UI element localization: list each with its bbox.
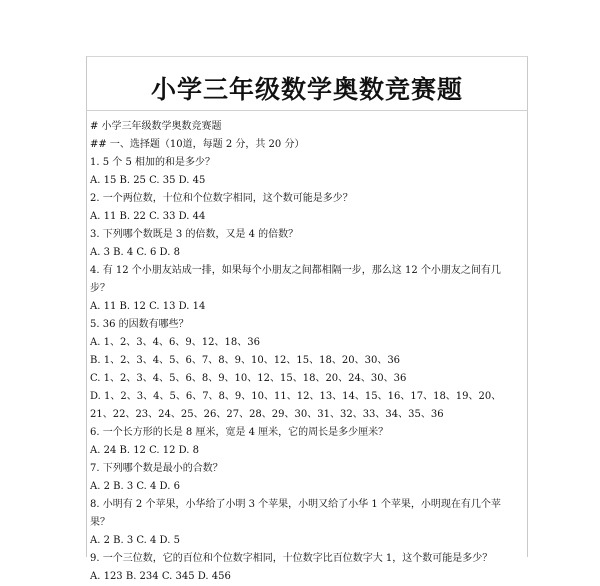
answer-options-2: A. 11 B. 22 C. 33 D. 44 bbox=[90, 211, 206, 222]
answer-options-7: A. 2 B. 3 C. 4 D. 6 bbox=[90, 481, 180, 492]
answer-option-5d: D. 1、2、3、4、5、6、7、8、9、10、11、12、13、14、15、16、17、18、19、20、21、22、23、24、25、26、27、28、29、30、31、32、33、34、35、36 bbox=[90, 391, 502, 420]
answer-options-4: A. 11 B. 12 C. 13 D. 14 bbox=[90, 301, 206, 312]
question-2: 2. 一个两位数，十位和个位数字相同，这个数可能是多少？ bbox=[90, 193, 353, 204]
answer-options-6: A. 24 B. 12 C. 12 D. 8 bbox=[90, 445, 200, 456]
question-6: 6. 一个长方形的长是 8 厘米，宽是 4 厘米，它的周长是多少厘米？ bbox=[90, 427, 389, 438]
question-9: 9. 一个三位数，它的百位和个位数字相同，十位数字比百位数字大 1，这个数可能是多少？ bbox=[90, 553, 493, 564]
question-5: 5. 36 的因数有哪些？ bbox=[90, 319, 189, 330]
question-3: 3. 下列哪个数既是 3 的倍数，又是 4 的倍数？ bbox=[90, 229, 299, 240]
answer-options-3: A. 3 B. 4 C. 6 D. 8 bbox=[90, 247, 180, 258]
section-heading: ## 一、选择题（10道，每题 2 分，共 20 分） bbox=[90, 139, 305, 150]
answer-option-5b: B. 1、2、3、4、5、6、7、8、9、10、12、15、18、20、30、36 bbox=[90, 355, 401, 366]
title-divider bbox=[86, 110, 528, 111]
worksheet-content bbox=[90, 118, 520, 586]
page-title: 小学三年级数学奥数竞赛题 bbox=[150, 75, 463, 104]
answer-options-8: A. 2 B. 3 C. 4 D. 5 bbox=[90, 535, 180, 546]
answer-options-9: A. 123 B. 234 C. 345 D. 456 bbox=[90, 571, 231, 582]
question-8: 8. 小明有 2 个苹果，小华给了小明 3 个苹果，小明又给了小华 1 个苹果，小明现在有几个苹果？ bbox=[90, 499, 501, 528]
question-4: 4. 有 12 个小朋友站成一排，如果每个小朋友之间都相隔一步，那么这 12 个小朋友之间有几步？ bbox=[90, 265, 501, 294]
question-7: 7. 下列哪个数是最小的合数？ bbox=[90, 463, 223, 474]
markdown-heading: # 小学三年级数学奥数竞赛题 bbox=[90, 121, 222, 132]
answer-option-5a: A. 1、2、3、4、6、9、12、18、36 bbox=[90, 337, 260, 348]
answer-options-1: A. 15 B. 25 C. 35 D. 45 bbox=[90, 175, 206, 186]
question-1: 1. 5 个 5 相加的和是多少？ bbox=[90, 157, 215, 168]
answer-option-5c: C. 1、2、3、4、5、6、8、9、10、12、15、18、20、24、30、36 bbox=[90, 373, 407, 384]
